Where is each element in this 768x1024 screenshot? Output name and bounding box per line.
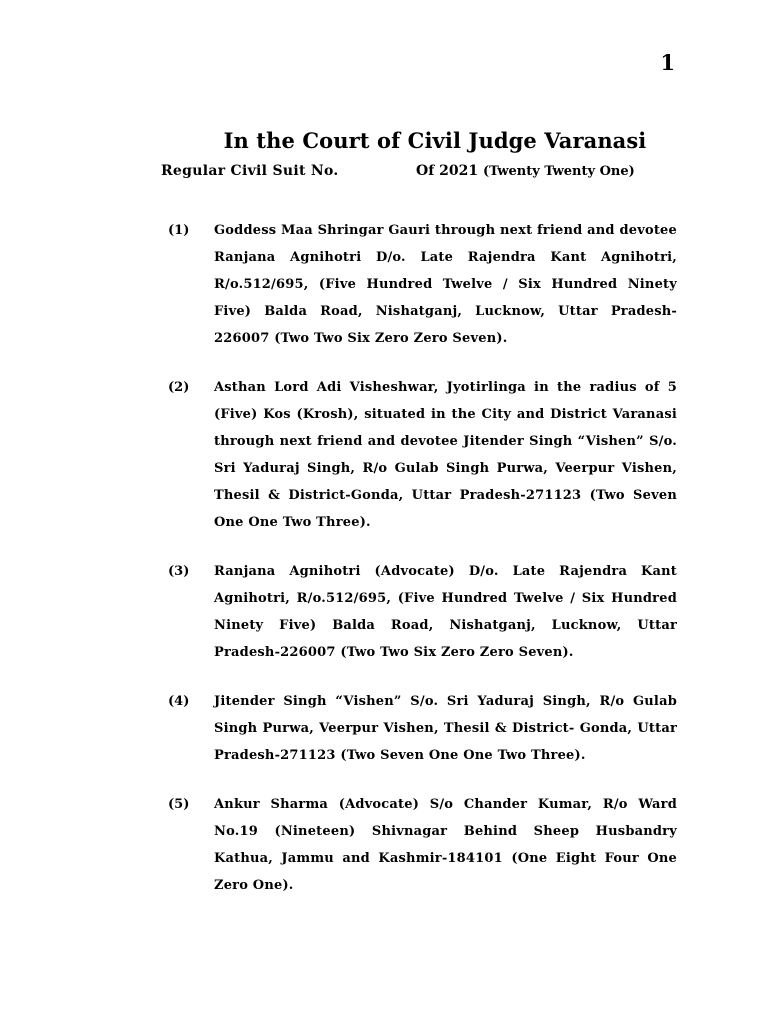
party-item — [168, 688, 677, 769]
party-text: Jitender Singh “Vishen” S/o. Sri Yaduraj Singh, R/o Gulab Singh Purwa, Veerpur Vishen, Thesil & District- Gonda, Uttar Pradesh-271123 (Two Seven One One Two Three). — [214, 694, 677, 763]
party-number: (1) — [168, 223, 190, 238]
party-number: (4) — [168, 694, 190, 709]
court-title: In the Court of Civil Judge Varanasi — [223, 128, 647, 153]
suit-year-group — [416, 163, 635, 179]
party-item — [168, 374, 677, 536]
party-text: Asthan Lord Adi Visheshwar, Jyotirlinga in the radius of 5 (Five) Kos (Krosh), situated in the City and District Varanasi through next friend and devotee Jitender Singh “Vishen” S/o. Sri Yaduraj Singh, R/o Gulab Singh Purwa, Veerpur Vishen, Thesil & District-Gonda, Uttar Pradesh-271123 (Two Seven One One Two Three). — [214, 380, 677, 530]
suit-line — [161, 163, 635, 179]
page-number: 1 — [660, 50, 675, 75]
party-item — [168, 217, 677, 352]
party-text: Ranjana Agnihotri (Advocate) D/o. Late Rajendra Kant Agnihotri, R/o.512/695, (Five Hundred Twelve / Six Hundred Ninety Five) Balda Road, Nishatganj, Lucknow, Uttar Pradesh-226007 (Two Two Six Zero Zero Seven). — [214, 564, 677, 660]
suit-label: Regular Civil Suit No. — [161, 163, 339, 179]
suit-year-words: (Twenty Twenty One) — [482, 164, 635, 179]
party-number: (3) — [168, 564, 190, 579]
party-item — [168, 558, 677, 666]
party-list — [168, 217, 677, 921]
party-text: Ankur Sharma (Advocate) S/o Chander Kumar, R/o Ward No.19 (Nineteen) Shivnagar Behind Sheep Husbandry Kathua, Jammu and Kashmir-184101 (One Eight Four One Zero One). — [214, 797, 677, 893]
party-item — [168, 791, 677, 899]
party-number: (5) — [168, 797, 190, 812]
party-number: (2) — [168, 380, 190, 395]
party-text: Goddess Maa Shringar Gauri through next friend and devotee Ranjana Agnihotri D/o. Late Rajendra Kant Agnihotri, R/o.512/695, (Five Hundred Twelve / Six Hundred Ninety Five) Balda Road, Nishatganj, Lucknow, Uttar Pradesh-226007 (Two Two Six Zero Zero Seven). — [214, 223, 677, 346]
suit-year: Of 2021 — [416, 163, 479, 179]
